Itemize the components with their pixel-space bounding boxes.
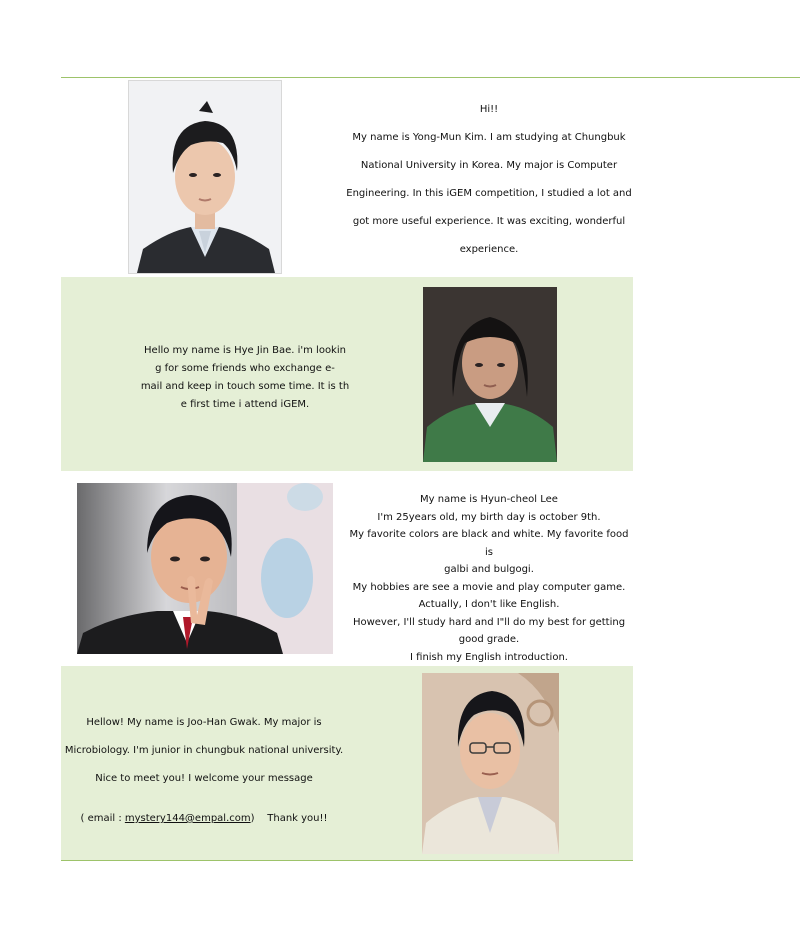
email-prefix: ( email :	[80, 813, 125, 824]
portrait-icon	[77, 483, 333, 654]
profile-photo-3	[77, 483, 333, 654]
bottom-divider	[61, 860, 633, 861]
profile-line: I finish my English introduction.	[410, 651, 568, 663]
profile-photo-4	[422, 673, 559, 854]
profile-line: National University in Korea. My major is Computer	[360, 160, 618, 171]
profile-line: My name is Hyun-cheol Lee	[420, 494, 558, 505]
profile-text-4	[64, 709, 344, 833]
profile-line: I'm 25years old, my birth day is october 9th.	[377, 511, 601, 523]
profile-line: Hi!!	[479, 104, 499, 115]
profile-text-1	[346, 96, 632, 264]
profile-line: mail and keep in touch some time. It is th	[140, 381, 350, 392]
profile-line: galbi and bulgogi.	[444, 564, 534, 575]
profile-line: Nice to meet you! I welcome your message	[95, 773, 313, 784]
email-link[interactable]: mystery144@empal.com	[124, 813, 251, 824]
portrait-icon	[422, 673, 559, 854]
profile-line: My favorite colors are black and white. My favorite food is	[349, 529, 629, 558]
profile-line: experience.	[459, 244, 519, 255]
portrait-icon	[129, 81, 281, 273]
profile-photo-2	[423, 287, 557, 462]
profile-photo-1	[128, 80, 282, 274]
profile-line: e first time i attend iGEM.	[180, 399, 310, 410]
top-divider	[61, 77, 800, 78]
profile-line: Hello my name is Hye Jin Bae. i'm lookin	[144, 345, 346, 356]
profile-line: Hellow! My name is Joo-Han Gwak. My major is	[86, 717, 322, 728]
profile-line: g for some friends who exchange e-	[155, 363, 335, 374]
profile-text-2	[140, 342, 350, 414]
profile-line: Actually, I don't like English.	[418, 599, 560, 610]
profile-text-3	[346, 491, 632, 666]
portrait-icon	[423, 287, 557, 462]
profile-line: However, I'll study hard and I"ll do my best for getting	[352, 616, 626, 628]
profile-line: Microbiology. I'm junior in chungbuk national university.	[64, 745, 344, 756]
email-line	[64, 805, 344, 833]
email-suffix: ) Thank you!!	[250, 813, 328, 824]
profile-line: My name is Yong-Mun Kim. I am studying at Chungbuk	[352, 132, 626, 143]
profile-line: good grade.	[458, 634, 520, 645]
profile-line: got more useful experience. It was exciting, wonderful	[352, 216, 626, 227]
profile-line: My hobbies are see a movie and play computer game.	[352, 581, 626, 593]
profile-line: Engineering. In this iGEM competition, I studied a lot and	[346, 188, 632, 199]
